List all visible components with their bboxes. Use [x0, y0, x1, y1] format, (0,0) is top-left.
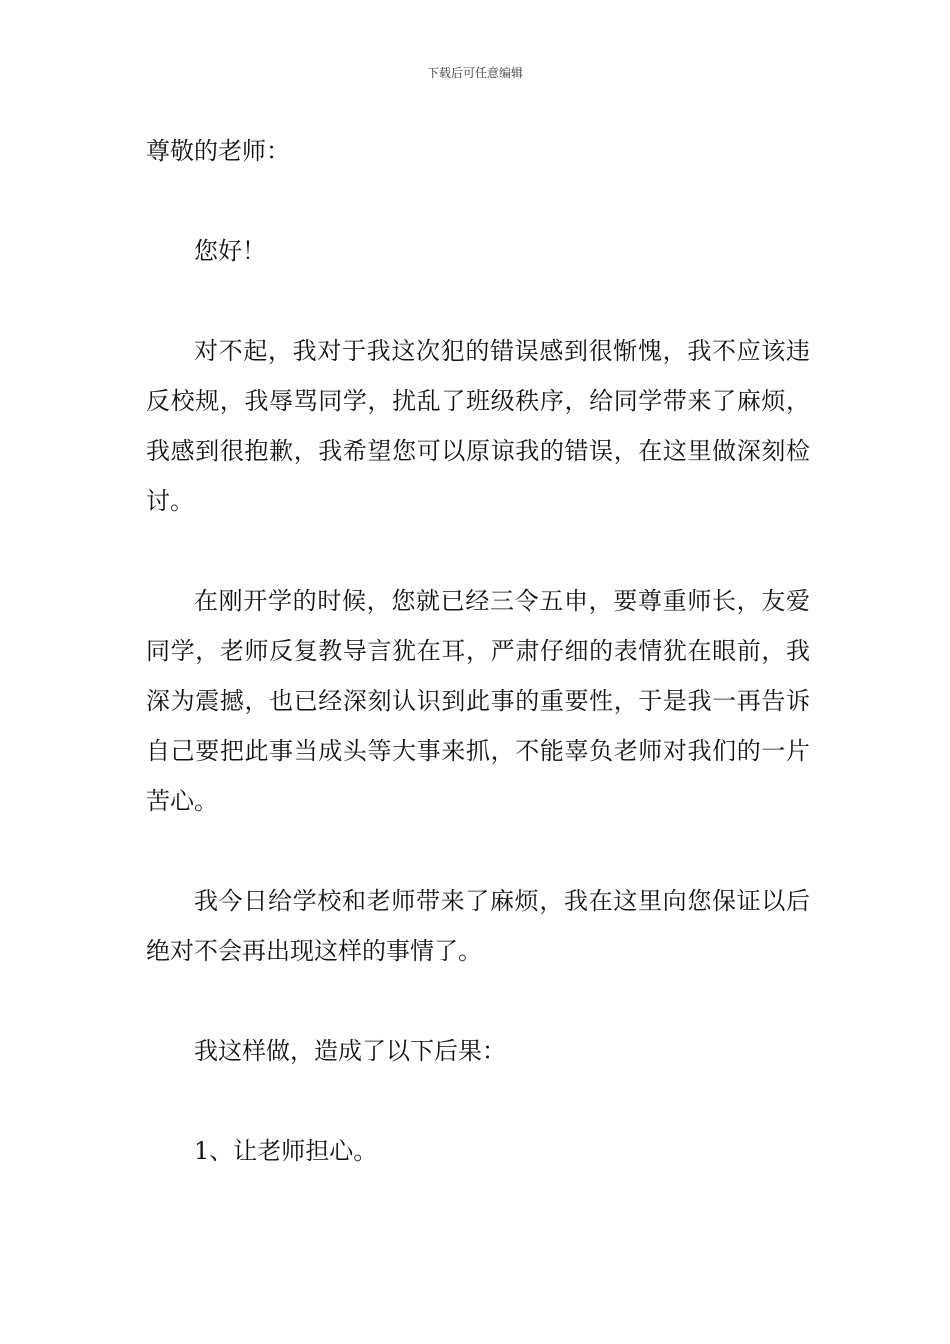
paragraph-reflection: 在刚开学的时候，您就已经三令五申，要尊重师长，友爱同学，老师反复教导言犹在耳，严肃仔细的表情犹在眼前，我深为震撼，也已经深刻认识到此事的重要性，于是我一再告诉自己要把此事当成头等大事来抓，不能辜负老师对我们的一片苦心。	[146, 587, 810, 815]
paragraph-greeting: 您好！	[194, 237, 266, 265]
paragraph-consequences-intro: 我这样做，造成了以下后果：	[194, 1037, 506, 1065]
paragraph-apology: 对不起，我对于我这次犯的错误感到很惭愧，我不应该违反校规，我辱骂同学，扰乱了班级秩序，给同学带来了麻烦，我感到很抱歉，我希望您可以原谅我的错误，在这里做深刻检讨。	[146, 337, 810, 515]
paragraph-promise: 我今日给学校和老师带来了麻烦，我在这里向您保证以后绝对不会再出现这样的事情了。	[146, 887, 810, 965]
salutation: 尊敬的老师：	[146, 137, 290, 165]
letter-body	[146, 126, 810, 1226]
header-note: 下载后可任意编辑	[426, 66, 523, 80]
paragraph-consequence-1: 1、让老师担心。	[194, 1137, 378, 1165]
